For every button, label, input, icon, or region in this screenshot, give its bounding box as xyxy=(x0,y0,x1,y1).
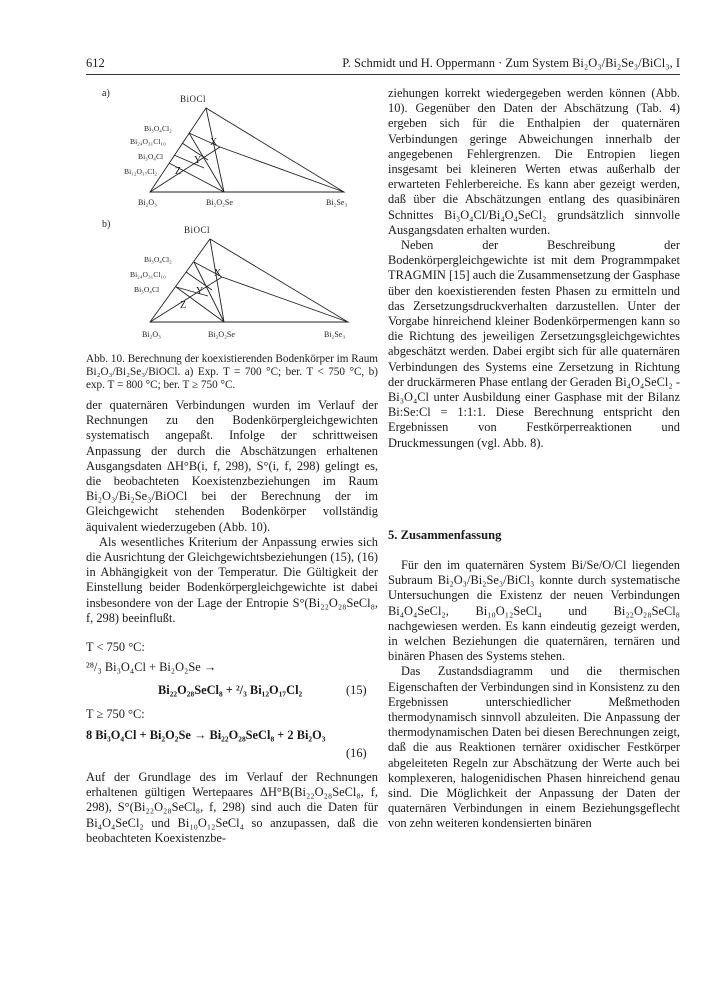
left-column-lower xyxy=(86,770,378,846)
panel-b-apex-label: BiOCl xyxy=(184,225,211,235)
panel-b-left-label-2: Bi₂₄O₃₁Cl₁₀ xyxy=(130,270,166,279)
equation-15-right: Bi₂₂O₂₈SeCl₈ + ²/₃ Bi₁₂O₁₇Cl₂ xyxy=(158,683,303,697)
running-title: P. Schmidt und H. Oppermann · Zum System Bi₂O₃/Bi₂Se₃/BiCl₃, I xyxy=(342,56,680,70)
panel-b-left-label-3: Bi₃O₄Cl xyxy=(134,285,160,294)
section-heading-wrap xyxy=(388,528,680,543)
panel-a-apex-label: BiOCl xyxy=(180,94,207,104)
panel-b-base-label-2: Bi₂O₂Se xyxy=(208,330,235,339)
panel-a-base-label-3: Bi₂Se₃ xyxy=(326,198,348,207)
panel-b-base-label-3: Bi₂Se₃ xyxy=(324,330,346,339)
right-column-upper xyxy=(388,86,680,451)
panel-b xyxy=(102,219,348,339)
panel-b-label-y: Y xyxy=(196,286,204,297)
panel-b-left-label-1: Bi₃O₄Cl₂ xyxy=(144,255,172,264)
panel-a-left-label-1: Bi₃O₄Cl₂ xyxy=(144,124,172,133)
panel-a-base-label-1: Bi₂O₃ xyxy=(138,198,157,207)
panel-a xyxy=(102,88,347,207)
panel-a-left-label-3: Bi₃O₄Cl xyxy=(138,152,164,161)
equation-15-left: ²⁸/₃ Bi₃O₄Cl + Bi₂O₂Se → xyxy=(86,660,217,674)
equation-16-number: (16) xyxy=(346,746,367,760)
panel-b-label-x: X xyxy=(214,268,222,279)
figure-caption: Abb. 10. Berechnung der koexistierenden Bodenkörper im Raum Bi₂O₃/Bi₂Se₃/BiOCl. a) Exp. T = 700 °C; ber. T < 750 °C, b) exp. T = 800 °C; ber. T ≥ 750 °C. xyxy=(86,353,378,391)
right-paragraph-4: Das Zustandsdiagramm und die thermischen Eigenschaften der Verbindungen sind in Konsistenz zu den Ergebnissen unterschiedlicher Meßmethoden thermodynamisch sinnvoll abzuleiten. Die Anpassung der thermodynamischen Daten bei diesen Berechnungen zeigt, daß die aus Reaktionen ternärer oxidischer Festkörper abgeleiteten Regeln zur Abschätzung der Werte auch bei komplexeren, halogenidischen Phasen hinreichend genau sind. Die Möglichkeit der Anpassung der Daten der quaternären Verbindungen in einem Beziehungsgeflecht von zehn weiteren kondensierten binären xyxy=(388,664,680,831)
panel-b-label: b) xyxy=(102,219,111,230)
panel-a-label-y: Y xyxy=(194,155,202,166)
left-paragraph-1: der quaternären Verbindungen wurden im Verlauf der Rechnungen zu den Bodenkörpergleichgewichten systematisch angepaßt. Infolge der schrittweisen Anpassung der durch die Abschätzungen erhaltenen Ausgangsdaten ΔH°B(i, f, 298), S°(i, f, 298) gelingt es, die beobachteten Koexistenzbeziehungen im Raum Bi₂O₃/Bi₂Se₃/BiOCl bei der Berechnung der im Gleichgewicht stehenden Bodenkörper vollständig äquivalent wiederzugeben (Abb. 10). xyxy=(86,398,378,534)
section-heading: 5. Zusammenfassung xyxy=(388,528,502,542)
right-column-lower xyxy=(388,558,680,832)
left-column-upper xyxy=(86,398,378,626)
panel-b-label-z: Z xyxy=(180,300,187,311)
left-paragraph-2: Als wesentliches Kriterium der Anpassung erwies sich die Ausrichtung der Gleichgewichtsbeziehungen (15), (16) in Abhängigkeit von der Temperatur. Die Gültigkeit der Einstellung beider Bodenkörpergleichgewichte ist dabei insbesondere von der Lage der Entropie S°(Bi₂₂O₂₈SeCl₈, f, 298) beeinflußt. xyxy=(86,534,378,625)
panel-a-label: a) xyxy=(102,88,110,99)
right-paragraph-2: Neben der Beschreibung der Bodenkörpergleichgewichte ist mit dem Programmpaket TRAGMIN [15] auch die Zusammensetzung der Gasphase über den koexistierenden festen Phasen zu ermitteln und das Zersetzungsdruckverhalten darzustellen. Unter der Vorgabe hinreichend kleiner Bodenkörpermengen kann so die Richtung des jeweiligen Zersetzungsgleichgewichtes abgeschätzt werden. Dabei ergibt sich für alle quaternären Verbindungen des Systems eine Zersetzung in Richtung der druckärmeren Phase entlang der Geraden Bi₄O₄SeCl₂ - Bi₃O₄Cl unter Ausbildung einer Gasphase mit der Bilanz Bi:Se:Cl = 1:1:1. Diese Berechnung entspricht den Ergebnissen von Festkörperreaktionen und Druckmessungen (vgl. Abb. 8). xyxy=(388,238,680,450)
panel-a-base-label-2: Bi₂O₂Se xyxy=(206,198,233,207)
equation-16: 8 Bi₃O₄Cl + Bi₂O₂Se → Bi₂₂O₂₈SeCl₈ + 2 Bi₂O₃ xyxy=(86,728,326,742)
header-rule xyxy=(86,74,680,75)
running-header xyxy=(86,56,680,72)
condition-above-750: T ≥ 750 °C: xyxy=(86,707,145,721)
figure-abb-10 xyxy=(86,82,378,350)
left-paragraph-3: Auf der Grundlage des im Verlauf der Rechnungen erhaltenen gültigen Wertepaares ΔH°B(Bi₂₂O₂₈SeCl₈, f, 298), S°(Bi₂₂O₂₈SeCl₈, f, 298) sind auch die Daten für Bi₄O₄SeCl₂ und Bi₁₀O₁₂SeCl₄ so anzupassen, daß die beobachteten Koexistenzbe- xyxy=(86,770,378,845)
page-number: 612 xyxy=(86,56,105,70)
condition-below-750: T < 750 °C: xyxy=(86,640,145,654)
equation-15-number: (15) xyxy=(346,683,367,697)
panel-a-label-x: X xyxy=(210,137,218,148)
panel-a-left-label-4: Bi₁₂O₁₇Cl₂ xyxy=(124,167,158,176)
panel-a-left-label-2: Bi₂₄O₃₁Cl₁₀ xyxy=(130,137,166,146)
phase-diagrams xyxy=(86,82,378,350)
panel-b-base-label-1: Bi₂O₃ xyxy=(142,330,161,339)
right-paragraph-3: Für den im quaternären System Bi/Se/O/Cl liegenden Subraum Bi₂O₃/Bi₂Se₃/BiCl₃ konnte durch systematische Untersuchungen die Existenz der neuen Verbindungen Bi₄O₄SeCl₂, Bi₁₀O₁₂SeCl₄ und Bi₂₂O₂₈SeCl₈ nachgewiesen werden. Es kann eindeutig gezeigt werden, in welchen Beziehungen die quaternären, ternären und binären Phasen des Systems stehen. xyxy=(388,558,680,664)
panel-a-label-z: Z xyxy=(175,166,182,177)
right-paragraph-1: ziehungen korrekt wiedergegeben werden können (Abb. 10). Gegenüber den Daten der Abschätzung (Tab. 4) ergeben sich für die Enthalpien der quaternären Verbindungen geringe Abweichungen innerhalb der angegebenen Fehlergrenzen. Die Entropien liegen insgesamt bei kleineren Werten etwas außerhalb der erwarteten Fehlerbereiche. Es kann aber gezeigt werden, daß über die Abschätzungen entlang des quasibinären Schnittes Bi₃O₄Cl/Bi₄O₄SeCl₂ grundsätzlich sinnvolle Ausgangsdaten erhalten wurden. xyxy=(388,86,680,237)
